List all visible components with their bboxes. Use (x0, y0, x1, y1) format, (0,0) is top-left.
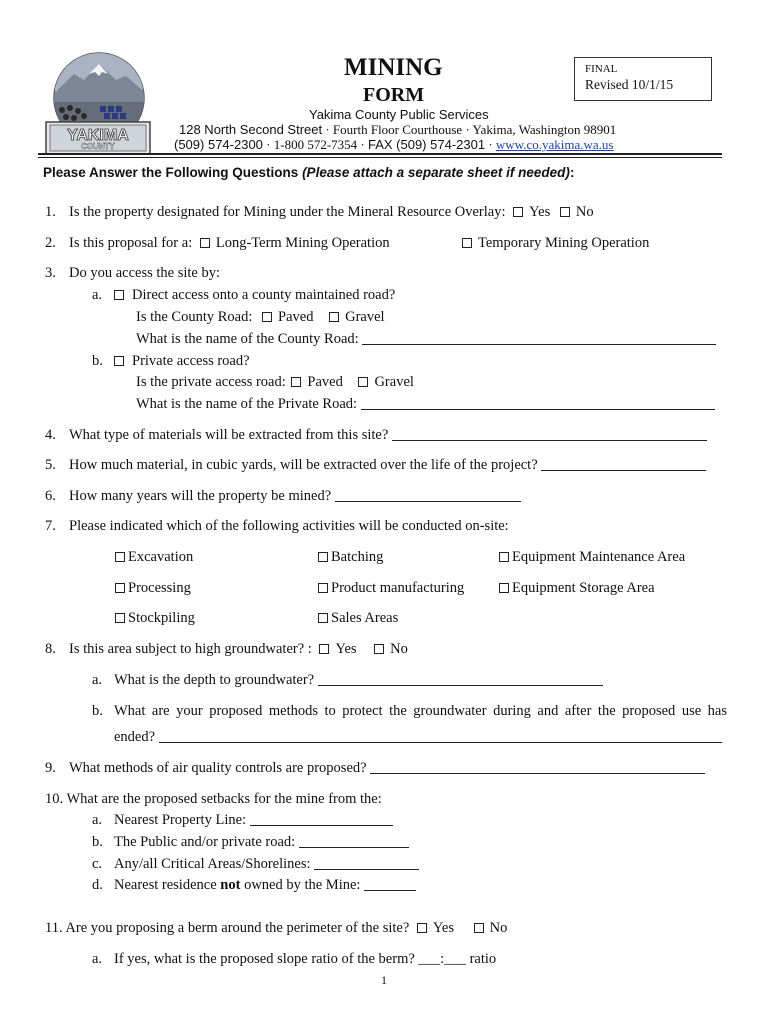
q10-number: 10. (45, 791, 64, 807)
activity-product-manufacturing (318, 580, 464, 597)
page-number: 1 (381, 973, 387, 987)
org-address (179, 122, 616, 138)
q3b-paved-label: Paved (307, 374, 343, 390)
question-10 (45, 791, 382, 808)
q5-text: How much material, in cubic yards, will be extracted over the life of the project? (69, 457, 538, 473)
question-9 (45, 760, 705, 777)
q10c-answer-field[interactable] (314, 856, 419, 870)
activity-sales-areas (318, 610, 398, 627)
activity-stockpiling-label: Stockpiling (128, 610, 195, 626)
q8b-word: proposed (622, 703, 676, 719)
header-divider-thin (38, 157, 722, 158)
org-name: Yakima County Public Services (309, 107, 489, 122)
q3a-road-name (136, 331, 716, 348)
logo-text-yakima: YAKIMA (67, 127, 129, 144)
instructions-text: Please Answer the Following Questions (43, 165, 303, 180)
q1-number: 1. (45, 204, 56, 220)
q10c (92, 856, 419, 873)
q3b-road-type (136, 374, 414, 391)
q8b-text-line (114, 703, 727, 720)
slope-ratio-blank-2[interactable]: ___ (444, 951, 466, 967)
slope-ratio-unit: ratio (469, 951, 497, 967)
q2-temporary-option (462, 235, 649, 252)
header-divider-thick (38, 153, 722, 155)
q8-yes-label: Yes (335, 641, 357, 657)
question-5 (45, 457, 706, 474)
activity-processing-label: Processing (128, 580, 191, 596)
q1-yes-label: Yes (529, 204, 551, 220)
q3b-road-name (136, 396, 715, 413)
revised-date: Revised 10/1/15 (585, 77, 674, 92)
q11-yes-label: Yes (432, 920, 455, 936)
q8b-word: proposed (209, 703, 263, 719)
q8a-answer-field[interactable] (318, 672, 603, 686)
q8b-word: are (151, 703, 170, 719)
q8-no-label: No (390, 641, 408, 657)
activity-excavation-checkbox[interactable] (115, 552, 125, 562)
q3a-road-name-field[interactable] (362, 331, 716, 345)
q8b-word: protect (342, 703, 383, 719)
q8b-word: and (537, 703, 559, 719)
q5-answer-field[interactable] (541, 457, 706, 471)
activity-batching-checkbox[interactable] (318, 552, 328, 562)
q11a (92, 951, 496, 968)
instructions-italic: (Please attach a separate sheet if needed) (302, 165, 570, 180)
q8b-word: the (389, 703, 407, 719)
q9-text: What methods of air quality controls are proposed? (69, 760, 367, 776)
q8-no-checkbox[interactable] (374, 644, 384, 654)
q3b-paved-checkbox[interactable] (291, 377, 301, 387)
q3b-road-name-label: What is the name of the Private Road: (136, 396, 358, 412)
q8a-label: a. (92, 672, 103, 688)
question-4 (45, 427, 707, 444)
question-6 (45, 488, 521, 505)
q3a-label: a. (92, 287, 103, 303)
q8b-word: groundwater (413, 703, 487, 719)
activity-equip-maintenance (499, 549, 685, 566)
q3a (92, 287, 395, 304)
q4-number: 4. (45, 427, 56, 443)
instructions-colon: : (569, 165, 575, 180)
q9-answer-field[interactable] (370, 760, 705, 774)
activity-equip-maintenance-label: Equipment Maintenance Area (512, 549, 686, 565)
q3b-road-name-field[interactable] (361, 396, 715, 410)
activity-excavation (115, 549, 193, 566)
q3b-gravel-checkbox[interactable] (358, 377, 368, 387)
q4-answer-field[interactable] (392, 427, 707, 441)
q3b-gravel-label: Gravel (374, 374, 414, 390)
slope-ratio-blank-1[interactable]: ___ (418, 951, 441, 967)
q8a-text: What is the depth to groundwater? (114, 672, 315, 688)
q2-text: Is this proposal for a: (69, 235, 193, 251)
q7-text: Please indicated which of the following activities will be conducted on-site: (69, 518, 509, 534)
activity-stockpiling-checkbox[interactable] (115, 613, 125, 623)
q11-text: Are you proposing a berm around the perimeter of the site? (65, 920, 410, 936)
q10d-bold: not (220, 877, 241, 893)
q2-temporary-checkbox[interactable] (462, 238, 472, 248)
q3-text: Do you access the site by: (69, 265, 221, 281)
q5-number: 5. (45, 457, 56, 473)
activity-processing (115, 580, 191, 597)
question-1 (45, 204, 594, 221)
q3b (92, 353, 250, 370)
org-contact (174, 137, 613, 153)
q11-yes-checkbox[interactable] (417, 923, 427, 933)
q1-text: Is the property designated for Mining under the Mineral Resource Overlay: (69, 204, 506, 220)
q3a-road-label: Is the County Road: (136, 309, 253, 325)
logo-text-county: COUNTY (81, 142, 115, 151)
q3b-checkbox[interactable] (114, 356, 124, 366)
q8b-word: your (176, 703, 203, 719)
activity-batching (318, 549, 383, 566)
activity-stockpiling (115, 610, 195, 627)
q2-temporary-label: Temporary Mining Operation (478, 235, 650, 251)
form-title: MINING (344, 54, 443, 81)
activity-equip-storage (499, 580, 655, 597)
q3a-road-name-label: What is the name of the County Road: (136, 331, 359, 347)
phone-number: (509) 574-2300 (174, 137, 263, 152)
instructions (43, 165, 574, 180)
q8-text: Is this area subject to high groundwater? : (69, 641, 312, 657)
q3b-text: Private access road? (132, 353, 250, 369)
q8b-word: the (597, 703, 616, 719)
q3a-text: Direct access onto a county maintained road? (132, 287, 396, 303)
q11-number: 11. (45, 920, 63, 936)
q10d-pre: Nearest residence (114, 877, 221, 893)
question-2 (45, 235, 390, 252)
q6-number: 6. (45, 488, 56, 504)
q4-text: What type of materials will be extracted from this site? (69, 427, 389, 443)
form-subtitle: FORM (363, 84, 425, 106)
final-label: FINAL (585, 63, 618, 75)
activity-sales-areas-checkbox[interactable] (318, 613, 328, 623)
q3b-label: b. (92, 353, 103, 369)
q10d-post: owned by the Mine: (240, 877, 361, 893)
q2-number: 2. (45, 235, 56, 251)
q11a-label: a. (92, 951, 103, 967)
activity-equip-storage-label: Equipment Storage Area (512, 580, 655, 596)
q8b-word: during (493, 703, 531, 719)
q10c-label: c. (92, 856, 103, 872)
fax-number: FAX (509) 574-2301 (367, 137, 486, 152)
q8-number: 8. (45, 641, 56, 657)
q10c-text: Any/all Critical Areas/Shorelines: (114, 856, 311, 872)
q3a-checkbox[interactable] (114, 290, 124, 300)
q10a-text: Nearest Property Line: (114, 812, 247, 828)
q10d-label: d. (92, 877, 103, 893)
slope-ratio-colon: : (440, 951, 445, 967)
q11-no-checkbox[interactable] (474, 923, 484, 933)
q11-no-label: No (489, 920, 508, 936)
question-11 (45, 920, 507, 937)
q8b-line2 (114, 729, 722, 746)
q2-longterm-label: Long-Term Mining Operation (215, 235, 390, 251)
q10b (92, 834, 409, 851)
q3a-gravel-checkbox[interactable] (329, 312, 339, 322)
activity-equip-storage-checkbox[interactable] (499, 583, 509, 593)
yakima-county-logo (44, 50, 154, 156)
q11a-text: If yes, what is the proposed slope ratio of the berm? (114, 951, 415, 967)
contact-separator: · (488, 137, 493, 152)
q8b-ended: ended? (114, 729, 156, 745)
q3-number: 3. (45, 265, 56, 281)
q10b-label: b. (92, 834, 103, 850)
q1-no-checkbox[interactable] (560, 207, 570, 217)
q9-number: 9. (45, 760, 56, 776)
q8b-word: methods (268, 703, 319, 719)
q10a-answer-field[interactable] (250, 812, 393, 826)
q3a-paved-label: Paved (278, 309, 314, 325)
q7-number: 7. (45, 518, 56, 534)
q10b-text: The Public and/or private road: (114, 834, 296, 850)
website-link[interactable]: www.co.yakima.wa.us (495, 137, 614, 152)
q6-text: How many years will the property be mined? (69, 488, 332, 504)
q1-no-label: No (575, 204, 594, 220)
activity-equip-maintenance-checkbox[interactable] (499, 552, 509, 562)
q8a (92, 672, 603, 689)
q10b-answer-field[interactable] (299, 834, 409, 848)
q8b-word: to (324, 703, 336, 719)
activity-sales-areas-label: Sales Areas (331, 610, 399, 626)
q2-longterm-checkbox[interactable] (200, 238, 210, 248)
activity-excavation-label: Excavation (128, 549, 194, 565)
q6-answer-field[interactable] (335, 488, 521, 502)
q8b-word: has (707, 703, 727, 719)
tollfree-number: · 1-800 572-7354 · (266, 137, 365, 152)
question-7 (45, 518, 509, 535)
q3a-gravel-label: Gravel (345, 309, 385, 325)
address-rest: · Fourth Floor Courthouse · Yakima, Washington 98901 (325, 122, 617, 137)
q10a-label: a. (92, 812, 103, 828)
activity-processing-checkbox[interactable] (115, 583, 125, 593)
address-street: 128 North Second Street (179, 122, 323, 137)
question-8 (45, 641, 408, 658)
q10a (92, 812, 393, 829)
q10-text: What are the proposed setbacks for the mine from the: (66, 791, 382, 807)
activity-product-manufacturing-checkbox[interactable] (318, 583, 328, 593)
q1-yes-checkbox[interactable] (513, 207, 523, 217)
q10d-answer-field[interactable] (364, 877, 416, 891)
activity-batching-label: Batching (331, 549, 384, 565)
q8b-label: b. (92, 703, 103, 719)
activity-product-manufacturing-label: Product manufacturing (331, 580, 465, 596)
q8b-word: after (564, 703, 592, 719)
question-3 (45, 265, 220, 282)
q3a-paved-checkbox[interactable] (262, 312, 272, 322)
q8-yes-checkbox[interactable] (319, 644, 329, 654)
q8b-word: What (114, 703, 146, 719)
q3b-road-label: Is the private access road: (136, 374, 286, 390)
q10d (92, 877, 416, 894)
q8b-answer-field[interactable] (159, 729, 722, 743)
q3a-road-type (136, 309, 385, 326)
final-revision-box (574, 57, 712, 101)
q8b-word: use (681, 703, 702, 719)
